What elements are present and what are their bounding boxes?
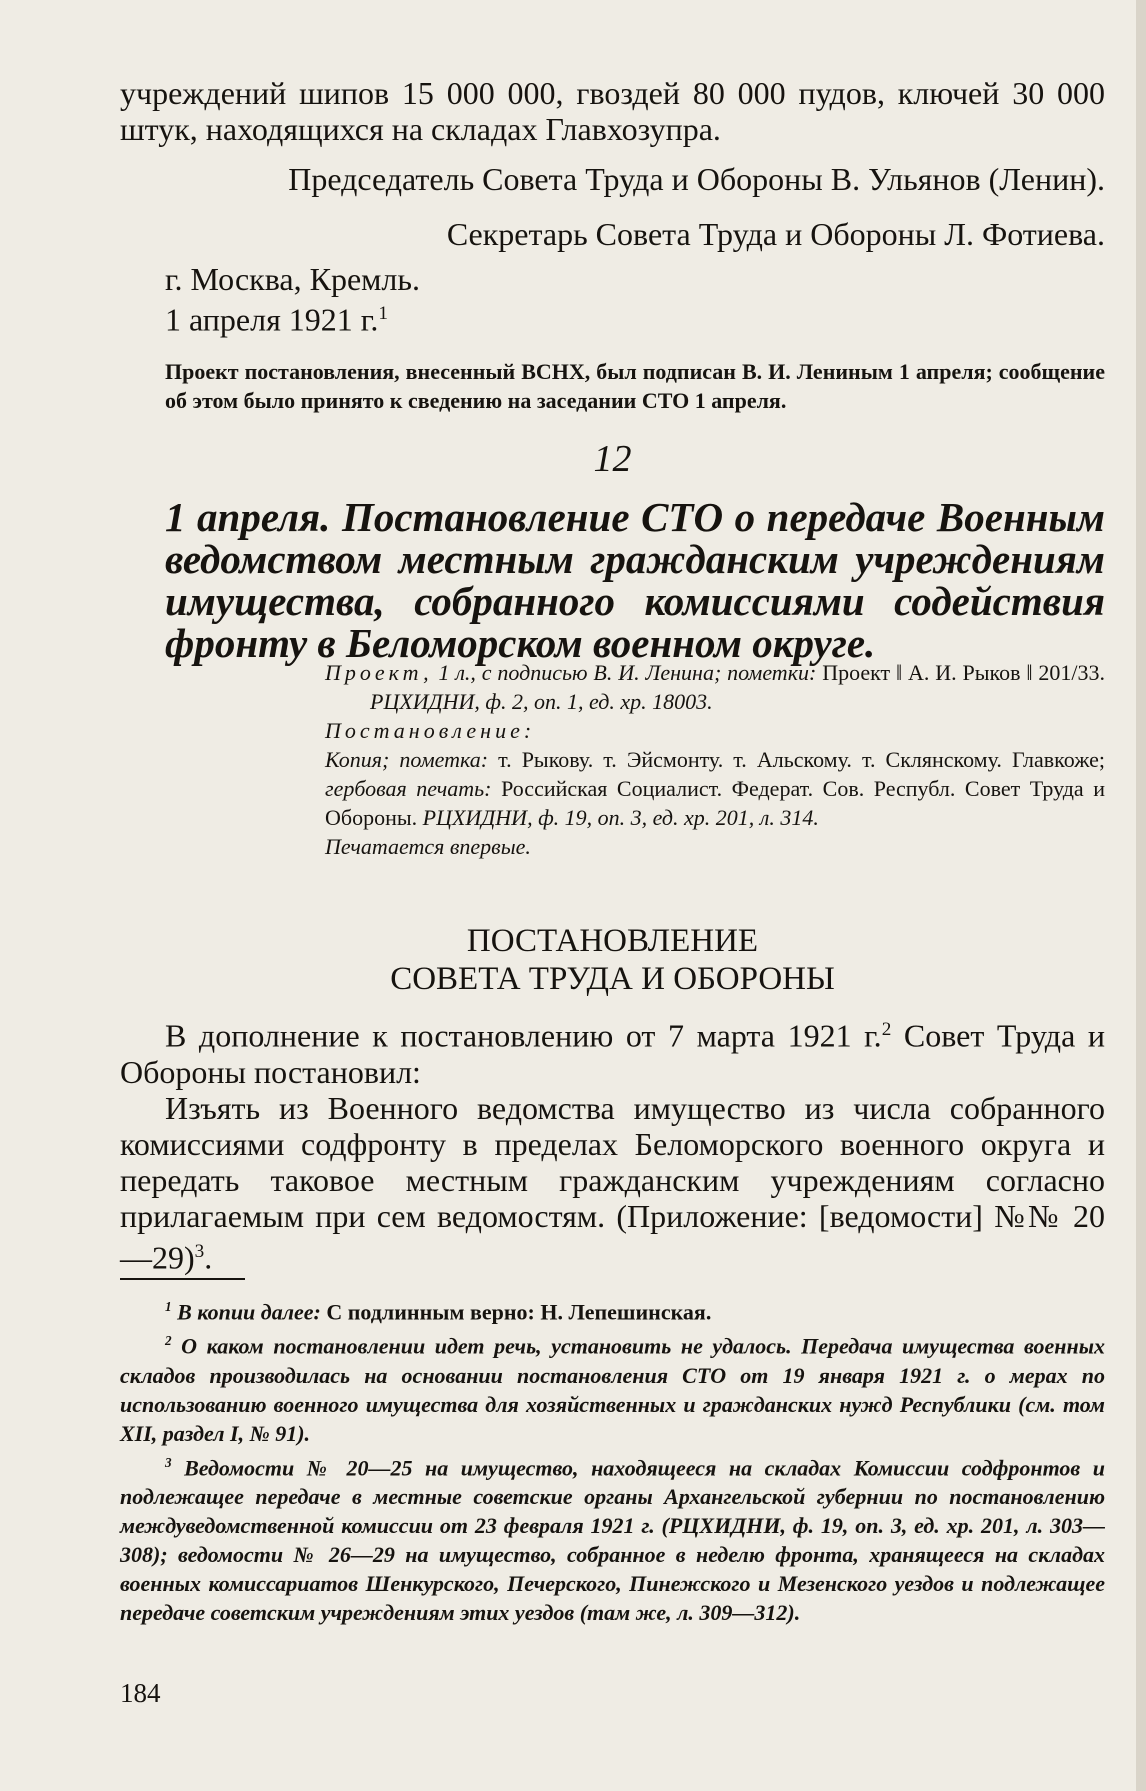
copy-source <box>325 745 1105 832</box>
p2-text-end: . <box>204 1239 213 1276</box>
editorial-note: Проект постановления, внесенный ВСНХ, был подписан В. И. Лениным 1 апреля; сообщение об этом было принято к сведению на заседании СТО 1 апреля. <box>165 359 1105 413</box>
draft-label: Проект, <box>325 660 433 685</box>
date-text: 1 апреля 1921 г. <box>165 301 379 338</box>
footnote-mark-2: 2 <box>165 1333 172 1349</box>
footnote-ref-3: 3 <box>194 1240 205 1262</box>
p1-text-end: Совет Труда и Обороны постановил: <box>120 1017 1106 1090</box>
body-paragraph-2 <box>120 1090 1105 1276</box>
footnote-3-text: Ведомости № 20—25 на имущество, находящееся на складах Комиссии содфронтов и подлежащее передаче в местные советские органы Архангельской губернии по постановлению междуведомственной комиссии от 23 февраля 1921 г. (РЦХИДНИ, ф. 19, оп. 3, ед. хр. 201, л. 303—308); ведомости № 26—29 на имущество, собранное в неделю фронта, хранящееся на складах военных комиссариатов Шенкурского, Печерского, Пинежского и Мезенского уездов и подлежащее передаче советским учреждениям этих уездов (там же, л. 309—312). <box>120 1454 1105 1625</box>
footnote-1-lead: В копии далее: <box>177 1299 321 1325</box>
chairman-signature: Председатель Совета Труда и Обороны В. Ульянов (Ленин). <box>288 161 1105 197</box>
secretary-signature: Секретарь Совета Труда и Обороны Л. Фотиева. <box>446 216 1105 252</box>
footnote-3 <box>120 1448 1105 1627</box>
footnote-mark-1: 1 <box>165 1299 172 1314</box>
resolution-label: Постановление: <box>325 718 536 743</box>
copy-archive: РЦХИДНИ, ф. 19, оп. 3, ед. хр. 201, л. 314. <box>422 805 819 830</box>
first-published-note: Печатается впервые. <box>325 834 531 859</box>
footnote-divider <box>120 1278 245 1280</box>
document-number: 12 <box>593 438 632 480</box>
footnote-1 <box>120 1292 1105 1326</box>
page-number: 184 <box>120 1678 161 1708</box>
footnote-mark-3: 3 <box>165 1454 172 1470</box>
draft-marks: Проект ‖ А. И. Рыков ‖ 201/33. <box>822 660 1106 685</box>
seal-label: гербовая печать: <box>325 776 492 801</box>
footnote-ref-2: 2 <box>881 1019 892 1040</box>
title-line-2: СОВЕТА ТРУДА И ОБОРОНЫ <box>390 961 835 997</box>
draft-source <box>325 658 1105 716</box>
footnote-ref-1: 1 <box>378 303 388 324</box>
footnotes <box>120 1292 1105 1627</box>
continued-paragraph: учреждений шипов 15 000 000, гвоздей 80 000 пудов, ключей 30 000 штук, находящихся на складах Главхозупра. <box>120 75 1105 147</box>
draft-description: 1 л., с подписью В. И. Ленина; пометки: <box>438 660 817 685</box>
p2-text: Изъять из Военного ведомства имущество из числа собранного комиссиями содфронту в пределах Беломорского военного округа и передать таковое местным гражданским учреждениям согласно прилагаемым при сем ведомостям. (Приложение: [ведомости] №№ 20—29) <box>120 1089 1105 1276</box>
place-line: г. Москва, Кремль. <box>165 261 420 297</box>
resolution-title <box>120 922 1105 998</box>
seal-text: Российская Социалист. Федерат. Сов. Республ. Совет Труда и Обороны. <box>325 776 1106 830</box>
footnote-2-text: О каком постановлении идет речь, установить не удалось. Передача имущества военных складов производилась на основании постановления СТО от 19 января 1921 г. о мерах по использованию военного имущества для хозяйственных и гражданских нужд Республики (см. том XII, раздел I, № 91). <box>120 1333 1105 1446</box>
copy-description: Копия; пометка: <box>325 747 489 772</box>
footnote-2 <box>120 1326 1105 1447</box>
body-paragraph-1 <box>120 1012 1105 1090</box>
footnote-1-text: С подлинным верно: Н. Лепешинская. <box>326 1299 712 1325</box>
resolution-body <box>120 1012 1105 1275</box>
title-line-1: ПОСТАНОВЛЕНИЕ <box>466 923 759 959</box>
draft-archive: РЦХИДНИ, ф. 2, оп. 1, ед. хр. 18003. <box>370 689 713 714</box>
p1-text: В дополнение к постановлению от 7 марта 1921 г. <box>165 1017 882 1054</box>
document-heading: 1 апреля. Постановление СТО о передаче Военным ведомством местным гражданским учреждениям имущества, собранного комиссиями содействия фронту в Беломорском военном округе. <box>165 494 1105 666</box>
copy-addressees: т. Рыкову. т. Эйсмонту. т. Альскому. т. Склянскому. Главкоже; <box>498 747 1105 772</box>
date-line <box>165 296 1146 338</box>
page-edge-shadow <box>1136 0 1146 1791</box>
sources-block <box>325 658 1105 861</box>
